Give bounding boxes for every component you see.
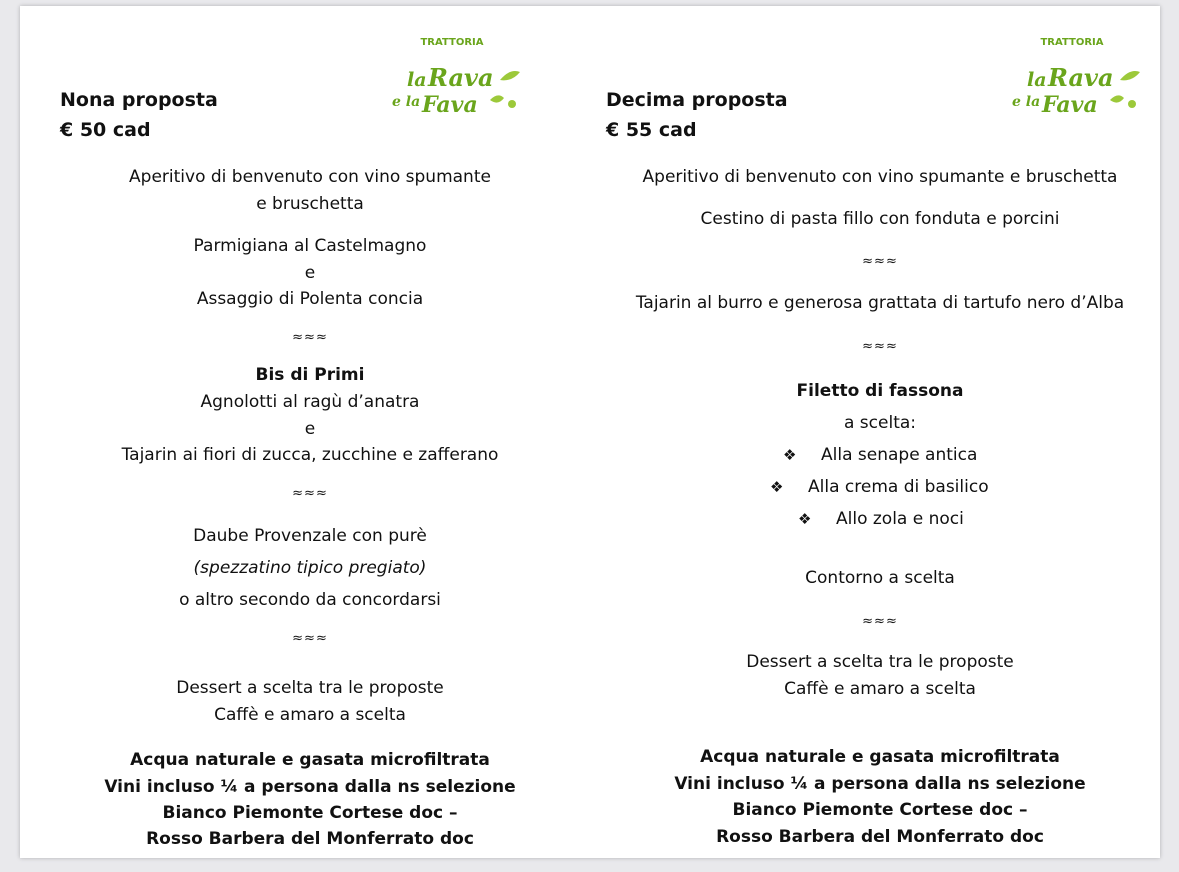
menu-line: Caffè e amaro a scelta <box>214 705 406 725</box>
menu-line: e bruschetta <box>256 194 364 214</box>
menu-line: Acqua naturale e gasata microfiltrata <box>130 750 490 770</box>
logo-graphic <box>1010 34 1150 114</box>
bean-icon <box>508 100 516 108</box>
menu-line: Vini incluso ¼ a persona dalla ns selezione <box>674 774 1086 794</box>
price: € 50 cad <box>60 119 151 141</box>
menu-line: Caffè e amaro a scelta <box>784 679 976 699</box>
menu-line: a scelta: <box>843 413 917 433</box>
leaf-icon <box>500 71 520 80</box>
separator: ≈≈≈ <box>292 631 328 646</box>
menu-column-nona <box>20 6 600 858</box>
option-item <box>770 476 989 498</box>
option-item <box>783 444 977 466</box>
price: € 55 cad <box>606 119 697 141</box>
menu-line: Aperitivo di benvenuto con vino spumante e bruschetta <box>642 167 1118 187</box>
menu-line: Bianco Piemonte Cortese doc – <box>162 803 458 823</box>
page-title: Nona proposta <box>60 89 218 111</box>
menu-line: Cestino di pasta fillo con fonduta e porcini <box>700 209 1060 229</box>
section-heading: Bis di Primi <box>255 365 365 385</box>
svg-text:TRATTORIA: TRATTORIA <box>1040 37 1104 48</box>
separator: ≈≈≈ <box>292 330 328 345</box>
svg-text:Fava: Fava <box>1042 92 1098 114</box>
svg-text:la: la <box>1027 69 1047 91</box>
svg-text:la: la <box>407 69 427 91</box>
bean-icon <box>1128 100 1136 108</box>
diamond-bullet-icon: ❖ <box>783 446 797 464</box>
option-label: Allo zola e noci <box>836 509 964 529</box>
menu-sheet <box>20 6 1160 858</box>
menu-line: Vini incluso ¼ a persona dalla ns selezione <box>104 777 516 797</box>
menu-line: Acqua naturale e gasata microfiltrata <box>700 747 1060 767</box>
page-title: Decima proposta <box>606 89 788 111</box>
menu-line: Rosso Barbera del Monferrato doc <box>146 829 474 849</box>
menu-line: Dessert a scelta tra le proposte <box>176 678 444 698</box>
menu-line: Daube Provenzale con purè <box>193 526 427 546</box>
menu-line: Dessert a scelta tra le proposte <box>746 652 1014 672</box>
menu-line: Assaggio di Polenta concia <box>196 289 424 309</box>
menu-line: Rosso Barbera del Monferrato doc <box>716 827 1044 847</box>
menu-line: Tajarin al burro e generosa grattata di tartufo nero d’Alba <box>635 293 1125 313</box>
menu-line: Agnolotti al ragù d’anatra <box>200 392 420 412</box>
trattoria-logo <box>1010 34 1150 114</box>
option-item <box>798 508 964 530</box>
separator: ≈≈≈ <box>292 486 328 501</box>
menu-line: e <box>304 419 316 439</box>
svg-text:TRATTORIA: TRATTORIA <box>420 37 484 48</box>
bean-icon <box>1110 95 1124 102</box>
svg-text:e la: e la <box>1012 94 1041 110</box>
separator: ≈≈≈ <box>862 254 898 269</box>
separator: ≈≈≈ <box>862 339 898 354</box>
menu-line: Contorno a scelta <box>805 568 955 588</box>
svg-text:Rava: Rava <box>428 63 494 92</box>
leaf-icon <box>1120 71 1140 80</box>
svg-text:Rava: Rava <box>1048 63 1114 92</box>
menu-line: Parmigiana al Castelmagno <box>193 236 427 256</box>
menu-line: Bianco Piemonte Cortese doc – <box>732 800 1028 820</box>
menu-line: Tajarin ai fiori di zucca, zucchine e zafferano <box>121 445 499 465</box>
svg-text:Fava: Fava <box>422 92 478 114</box>
svg-text:e la: e la <box>392 94 421 110</box>
option-label: Alla senape antica <box>821 445 978 465</box>
section-heading: Filetto di fassona <box>796 381 964 401</box>
diamond-bullet-icon: ❖ <box>798 510 812 528</box>
menu-column-decima <box>600 6 1160 858</box>
diamond-bullet-icon: ❖ <box>770 478 784 496</box>
menu-line: (spezzatino tipico pregiato) <box>193 558 427 578</box>
menu-line: e <box>304 263 316 283</box>
trattoria-logo <box>390 34 530 114</box>
logo-graphic <box>390 34 530 114</box>
bean-icon <box>490 95 504 102</box>
menu-line: Aperitivo di benvenuto con vino spumante <box>129 167 491 187</box>
option-label: Alla crema di basilico <box>808 477 989 497</box>
separator: ≈≈≈ <box>862 614 898 629</box>
menu-line: o altro secondo da concordarsi <box>179 590 441 610</box>
